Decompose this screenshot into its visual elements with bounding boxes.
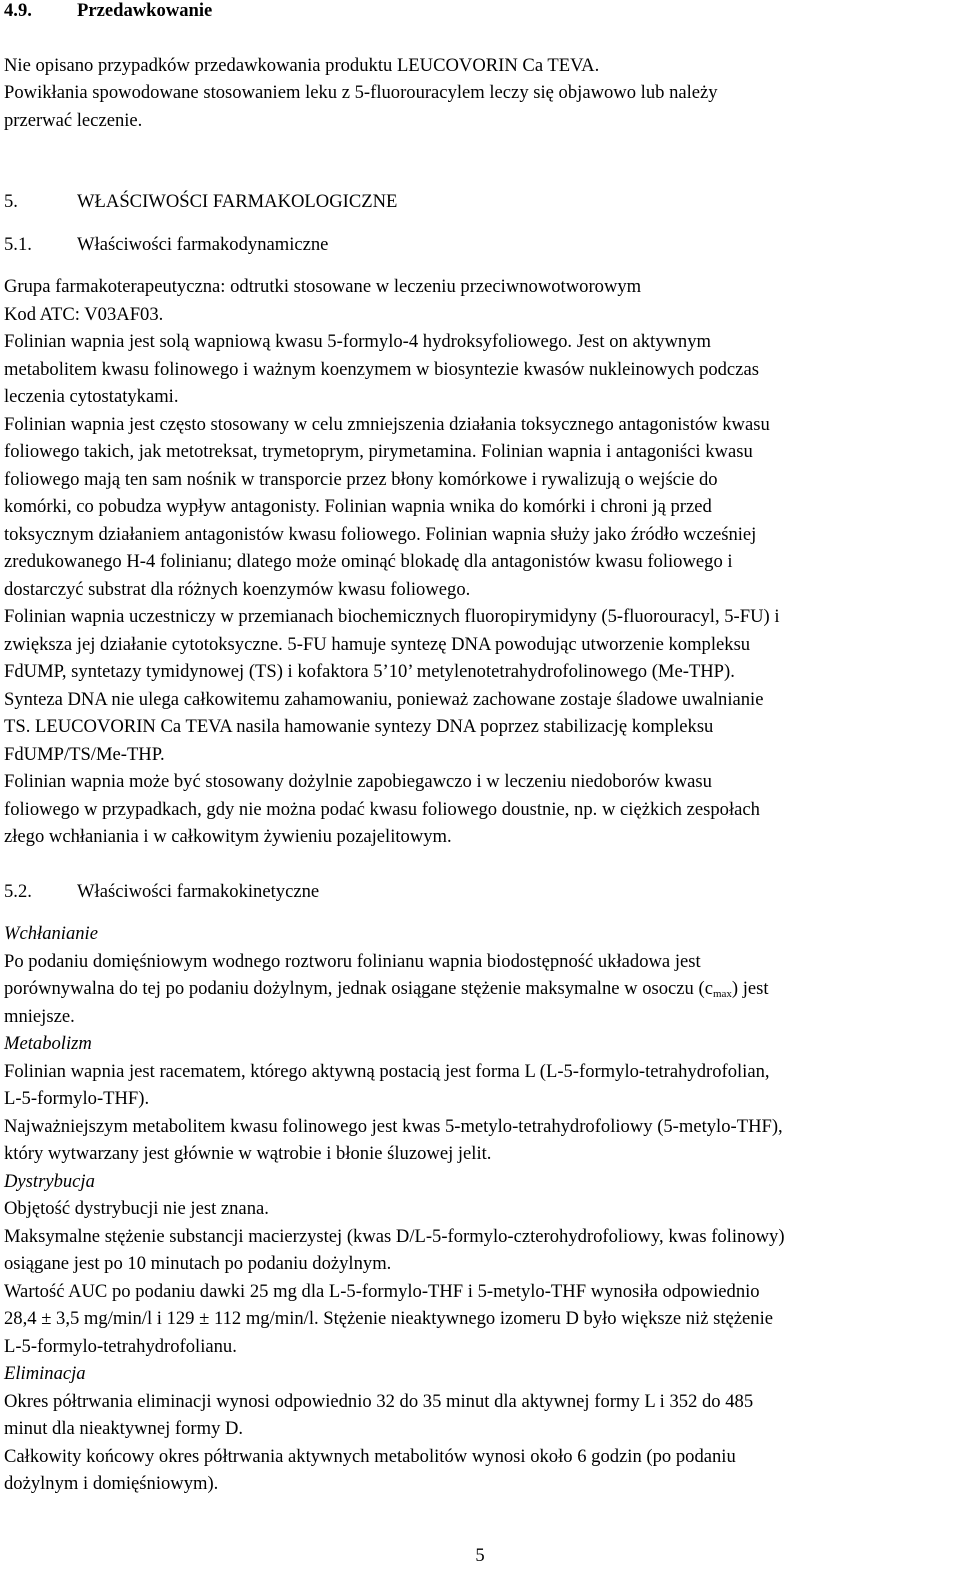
subscript-max: max xyxy=(712,988,732,1000)
paragraph-line: porównywalna do tej po podaniu dożylnym, jednak osiągane stężenie maksymalne w osoczu $(c_{max})$ jest xyxy=(4,978,769,1000)
paragraph-line: Grupa farmakoterapeutyczna: odtrutki stosowane w leczeniu przeciwnowotworowym xyxy=(4,276,642,297)
paragraph-line: metabolitem kwasu folinowego i ważnym koenzymem w biosyntezie kwasów nukleinowych podczas xyxy=(4,358,759,380)
paragraph-line: Nie opisano przypadków przedawkowania produktu LEUCOVORIN Ca TEVA. xyxy=(4,54,600,76)
paragraph-line: zredukowanego H-4 folinianu; dlatego może ominąć blokadę dla antagonistów kwasu foliowego i xyxy=(4,551,733,572)
paragraph-line: dostarczyć substrat dla różnych koenzymów kwasu foliowego. xyxy=(4,578,471,600)
subheading-distribution: Dystrybucja xyxy=(4,1170,95,1192)
paragraph-line: przerwać leczenie. xyxy=(4,109,143,131)
paragraph-line: foliowego mają ten sam nośnik w transporcie przez błony komórkowe i rywalizują o wejście do xyxy=(4,468,718,490)
paragraph-line: komórki, co pobudza wypływ antagonisty. Folinian wapnia wnika do komórki i chroni ją przed xyxy=(4,496,712,517)
section-4-9-heading: 4.9. Przedawkowanie xyxy=(4,0,213,21)
paragraph-line: TS. LEUCOVORIN Ca TEVA nasila hamowanie syntezy DNA poprzez stabilizację kompleksu xyxy=(4,716,714,737)
paragraph-line: osiągane jest po 10 minutach po podaniu dożylnym. xyxy=(4,1253,392,1274)
paragraph-line: Kod ATC: V03AF03. xyxy=(4,303,164,325)
paragraph-line: L-5-formylo-THF). xyxy=(4,1088,150,1109)
paragraph-line: Wartość AUC po podaniu dawki 25 mg dla L-5-formylo-THF i 5-metylo-THF wynosiła odpowiednio xyxy=(4,1280,760,1302)
paragraph-line: mniejsze. xyxy=(4,1005,75,1027)
subheading-elimination: Eliminacja xyxy=(4,1363,86,1384)
paragraph-line: minut dla nieaktywnej formy D. xyxy=(4,1418,244,1439)
paragraph-line: Powikłania spowodowane stosowaniem leku z 5-fluorouracylem leczy się objawowo lub należy xyxy=(4,82,718,103)
section-5-2-heading: 5.2. Właściwości farmakokinetyczne xyxy=(4,880,320,902)
paragraph-line: Najważniejszym metabolitem kwasu folinowego jest kwas 5-metylo-tetrahydrofoliowy (5-metylo-THF), xyxy=(4,1115,783,1137)
paragraph-line: L-5-formylo-tetrahydrofolianu. xyxy=(4,1335,237,1357)
paragraph-line: złego wchłaniania i w całkowitym żywieniu pozajelitowym. xyxy=(4,826,452,847)
subheading-metabolism: Metabolizm xyxy=(4,1033,92,1054)
paragraph-line: Całkowity końcowy okres półtrwania aktywnych metabolitów wynosi około 6 godzin (po podaniu xyxy=(4,1445,736,1467)
paragraph-line: który wytwarzany jest głównie w wątrobie i błonie śluzowej jelit. xyxy=(4,1143,492,1164)
subheading-absorption: Wchłanianie xyxy=(4,923,98,944)
paragraph-line: Okres półtrwania eliminacji wynosi odpowiednio 32 do 35 minut dla aktywnej formy L i 352 do 485 xyxy=(4,1390,754,1412)
paragraph-line: Synteza DNA nie ulega całkowitemu zahamowaniu, ponieważ zachowane zostaje śladowe uwalnianie xyxy=(4,688,764,710)
section-5-1-heading: 5.1. Właściwości farmakodynamiczne xyxy=(4,233,329,255)
paragraph-line: zwiększa jej działanie cytotoksyczne. 5-FU hamuje syntezę DNA powodując utworzenie kompleksu xyxy=(4,633,751,655)
paragraph-line: Folinian wapnia jest solą wapniową kwasu 5-formylo-4 hydroksyfoliowego. Jest on aktywnym xyxy=(4,331,711,352)
paragraph-line: Maksymalne stężenie substancji macierzystej (kwas D/L-5-formylo-czterohydrofoliowy, kwas folinowy) xyxy=(4,1225,785,1247)
paragraph-line: foliowego takich, jak metotreksat, trymetoprym, pirymetamina. Folinian wapnia i antagoniści kwasu xyxy=(4,441,753,462)
paragraph-line: Folinian wapnia uczestniczy w przemianach biochemicznych fluoropirymidyny (5-fluorouracyl, 5-FU) i xyxy=(4,606,780,627)
paragraph-line: Po podaniu domięśniowym wodnego roztworu folinianu wapnia biodostępność układowa jest xyxy=(4,950,701,972)
paragraph-line: Objętość dystrybucji nie jest znana. xyxy=(4,1198,269,1219)
paragraph-line: FdUMP/TS/Me-THP. xyxy=(4,743,165,765)
paragraph-line: Folinian wapnia może być stosowany dożylnie zapobiegawczo i w leczeniu niedoborów kwasu xyxy=(4,771,712,792)
document-page xyxy=(4,0,956,1498)
paragraph-line: 28,4 ± 3,5 mg/min/l i 129 ± 112 mg/min/l. Stężenie nieaktywnego izomeru D było większe niż stężenie xyxy=(4,1308,773,1329)
paragraph-line: toksycznym działaniem antagonistów kwasu foliowego. Folinian wapnia służy jako źródło wcześniej xyxy=(4,523,757,545)
paragraph-line: FdUMP, syntetazy tymidynowej (TS) i kofaktora 5’10’ metylenotetrahydrofolinowego (Me-THP). xyxy=(4,661,735,682)
page-number: 5 xyxy=(475,1545,485,1566)
paragraph-line: Folinian wapnia jest często stosowany w celu zmniejszenia działania toksycznego antagonistów kwasu xyxy=(4,413,770,435)
paragraph-line: foliowego w przypadkach, gdy nie można podać kwasu foliowego doustnie, np. w ciężkich zespołach xyxy=(4,798,760,820)
paragraph-line: leczenia cytostatykami. xyxy=(4,386,179,407)
paragraph-line: dożylnym i domięśniowym). xyxy=(4,1473,219,1494)
section-5-heading: 5. WŁAŚCIWOŚCI FARMAKOLOGICZNE xyxy=(4,191,398,212)
paragraph-line: Folinian wapnia jest racematem, którego aktywną postacią jest forma L (L-5-formylo-tetrahydrofolian, xyxy=(4,1060,770,1082)
